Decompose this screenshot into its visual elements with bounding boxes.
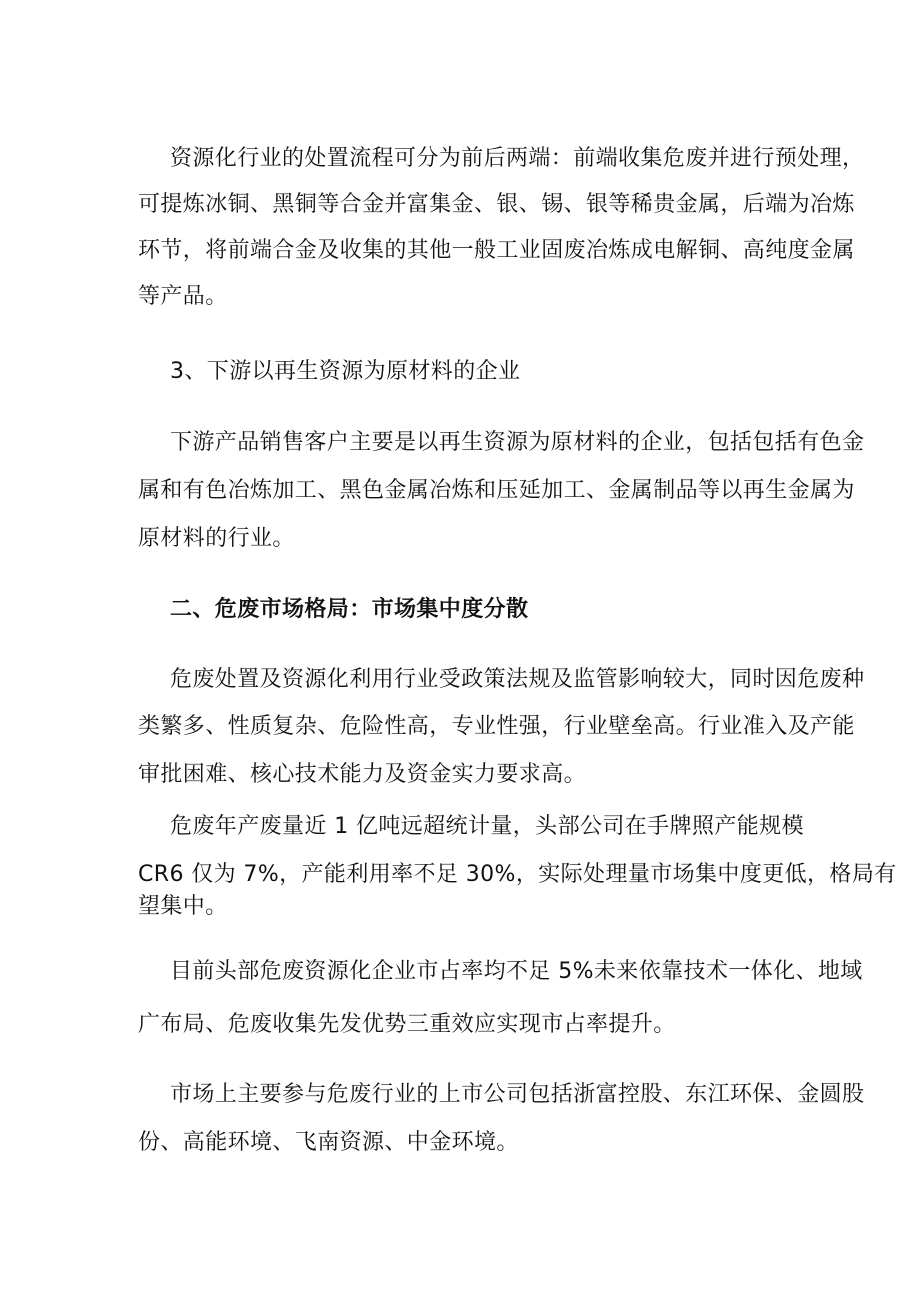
paragraph-line: 审批困难、核心技术能力及资金实力要求高。 — [138, 762, 587, 787]
paragraph-line: 市场上主要参与危废行业的上市公司包括浙富控股、东江环保、金圆股 — [170, 1082, 865, 1107]
subheading-downstream: 3、下游以再生资源为原材料的企业 — [170, 359, 521, 384]
paragraph-line: 环节，将前端合金及收集的其他一般工业固废冶炼成电解铜、高纯度金属 — [138, 238, 855, 263]
paragraph-line: 等产品。 — [138, 284, 228, 309]
paragraph-line: 份、高能环境、飞南资源、中金环境。 — [138, 1130, 519, 1155]
paragraph-line: CR6 仅为 7%，产能利用率不足 30%，实际处理量市场集中度更低，格局有 — [138, 862, 897, 887]
paragraph-line: 危废年产废量近 1 亿吨远超统计量，头部公司在手牌照产能规模 — [170, 814, 804, 839]
paragraph-line: 目前头部危废资源化企业市占率均不足 5%未来依靠技术一体化、地域 — [170, 959, 863, 984]
section-heading-market-structure: 二、危废市场格局：市场集中度分散 — [170, 597, 529, 622]
paragraph-line: 危废处置及资源化利用行业受政策法规及监管影响较大，同时因危废种 — [170, 667, 865, 692]
paragraph-line: 类繁多、性质复杂、危险性高，专业性强，行业壁垒高。行业准入及产能 — [138, 714, 855, 739]
paragraph-line: 资源化行业的处置流程可分为前后两端：前端收集危废并进行预处理， — [170, 146, 865, 171]
paragraph-line: 属和有色冶炼加工、黑色金属冶炼和压延加工、金属制品等以再生金属为 — [138, 478, 855, 503]
paragraph-line: 原材料的行业。 — [138, 526, 295, 551]
paragraph-line: 下游产品销售客户主要是以再生资源为原材料的企业，包括包括有色金 — [170, 430, 865, 455]
paragraph-line: 广布局、危废收集先发优势三重效应实现市占率提升。 — [138, 1012, 676, 1037]
paragraph-line: 可提炼冰铜、黑铜等合金并富集金、银、锡、银等稀贵金属，后端为冶炼 — [138, 192, 855, 217]
paragraph-line: 望集中。 — [138, 894, 228, 919]
